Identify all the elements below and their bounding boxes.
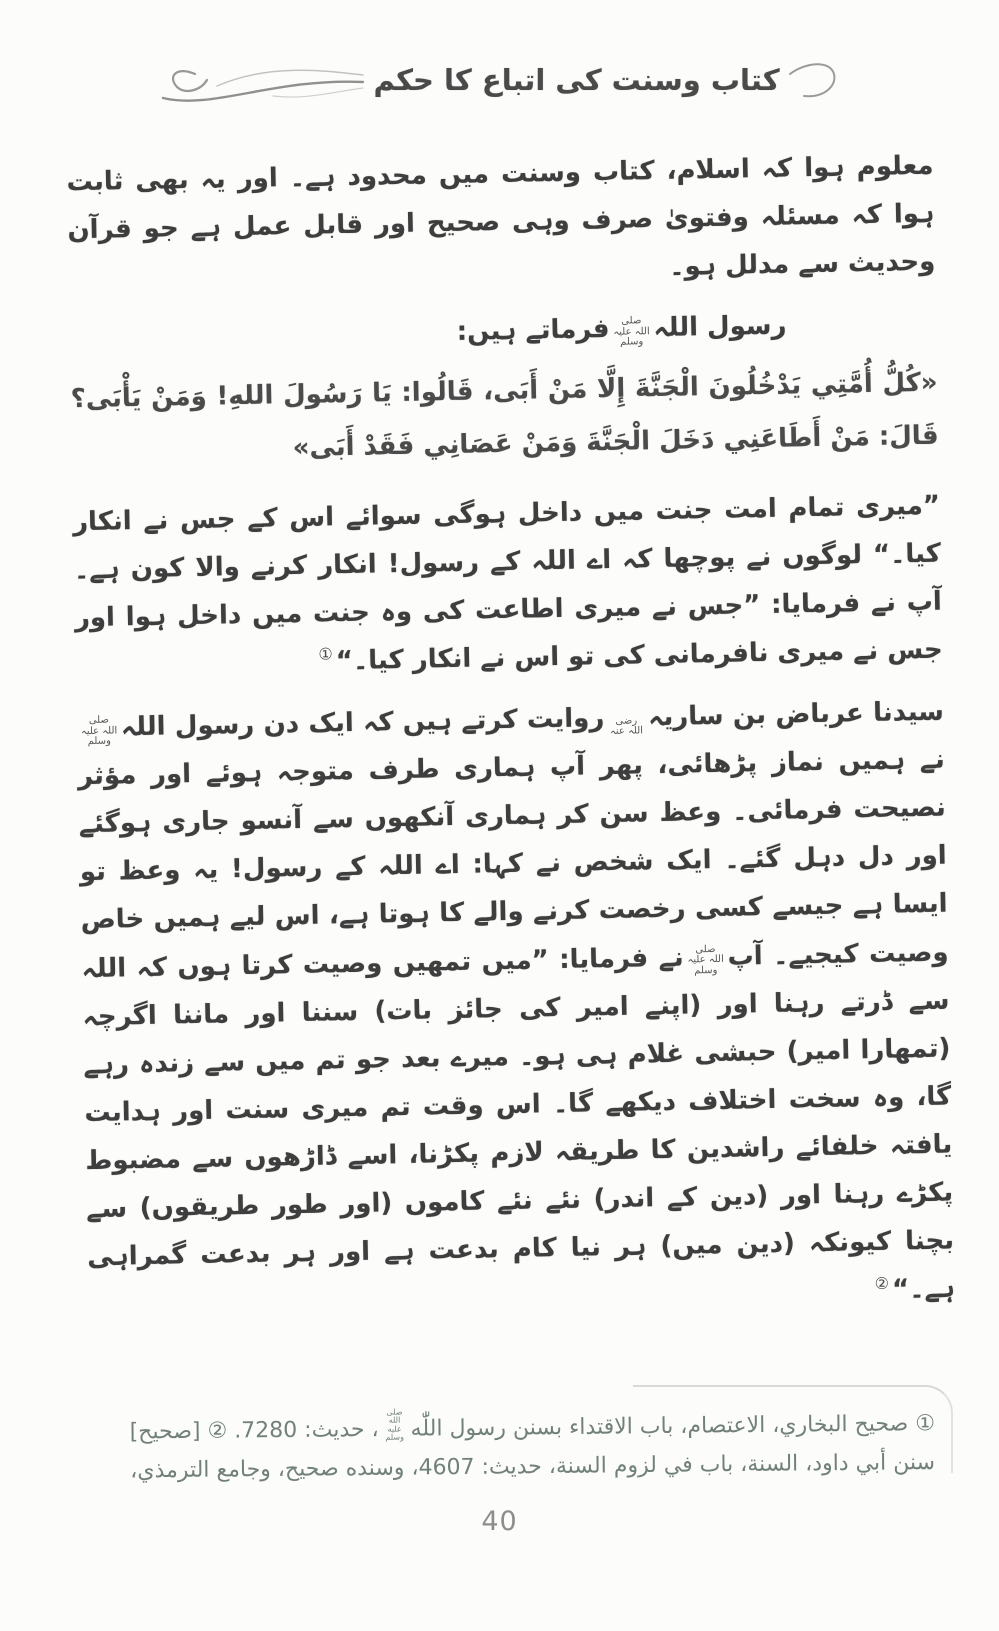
hadith-intro-post: فرماتے ہیں: <box>456 314 610 348</box>
narration-paragraph <box>77 688 956 1330</box>
sallallahu-alayhi-wasallam-mark: صلی اللہ علیہ وسلم <box>613 315 650 348</box>
hadith-arabic-text: «كُلُّ أُمَّتِي يَدْخُلُونَ الْجَنَّةَ إِلَّا مَنْ أَبَى، قَالُوا: يَا رَسُولَ اللهِ! وَمَنْ يَأْبَى؟ قَالَ: مَنْ أَطَاعَنِي دَخَلَ الْجَنَّةَ وَمَنْ عَصَانِي فَقَدْ أَبَى» <box>70 367 939 464</box>
intro-paragraph: معلوم ہوا کہ اسلام، کتاب وسنت میں محدود ہے۔ اور یہ بھی ثابت ہوا کہ مسئلہ وفتویٰ صرف وہی صحیح اور قابل عمل ہے جو قرآن وحدیث سے مدلل ہو۔ <box>66 150 936 282</box>
footnote-line-2: سنن أبي داود، السنة، باب في لزوم السنة، حديث: 4607، وسنده صحيح، وجامع الترمذي، <box>130 1450 936 1484</box>
footnote-reference-2: ② <box>874 1273 890 1293</box>
flourish-right-ornament <box>786 44 844 116</box>
sallallahu-alayhi-wasallam-mark: صلی اللہ علیہ وسلم <box>80 714 118 748</box>
radiallahu-anhu-mark: رضی اللہ عنہ <box>609 715 644 738</box>
hadith-translation-text: ”میری تمام امت جنت میں داخل ہوگی سوائے اس کے جس نے انکار کیا۔“ لوگوں نے پوچھا کہ اے اللہ کے رسول! انکار کرنے والا کون ہے۔ آپ نے فرمایا: ”جس نے میری اطاعت کی وہ جنت میں داخل ہوا اور جس نے میری نافرمانی کی تو اس نے انکار کیا۔“ <box>72 490 943 677</box>
narration-part-4: نے فرمایا: ”میں تمھیں وصیت کرتا ہوں کہ اللہ سے ڈرتے رہنا اور (اپنے امیر کی جائز بات) سننا اور ماننا اگرچہ (تمھارا امیر) حبشی غلام ہی ہو۔ میرے بعد جو تم میں سے زندہ رہے گا، وہ سخت اختلاف دیکھے گا۔ اس وقت تم میری سنت اور ہدایت یافتہ خلفائے راشدین کا طریقہ لازم پکڑنا، اسے ڈاڑھوں سے مضبوط پکڑے رہنا اور (دین کے اندر) نئے نئے کاموں (اور طور طریقوں) سے بچنا کیونکہ (دین میں) ہر نیا کام بدعت ہے اور ہر بدعت گمراہی ہے۔“ <box>81 942 956 1305</box>
sallallahu-alayhi-wasallam-mark: صلى الله عليه وسلم <box>385 1407 405 1442</box>
footnote-reference-1: ① <box>318 644 333 664</box>
footnote-1-text: ① صحيح البخاري، الاعتصام، باب الاقتداء بسنن رسول اللّٰه <box>410 1410 936 1442</box>
footnotes-section <box>64 1403 935 1483</box>
chapter-header <box>155 44 843 116</box>
page-body <box>66 142 956 1344</box>
narration-part-2: روایت کرتے ہیں کہ ایک دن رسول اللہ <box>120 703 605 743</box>
footnote-2-start-text: ، حديث: 7280. ② [صحيح] <box>129 1416 379 1445</box>
chapter-title: کتاب وسنت کی اتباع کا حکم <box>373 63 780 97</box>
sallallahu-alayhi-wasallam-mark: صلی اللہ علیہ وسلم <box>687 943 724 976</box>
narration-part-1: سیدنا عرباض بن ساریہ <box>647 696 945 733</box>
hadith-intro-pre: رسول اللہ <box>653 310 787 344</box>
flourish-left-ornament <box>155 44 367 116</box>
hadith-intro-line <box>69 303 787 364</box>
hadith-translation-paragraph <box>73 481 944 690</box>
narration-part-3: نے ہمیں نماز پڑھائی، پھر آپ ہماری طرف متوجہ ہوئے اور مؤثر نصیحت فرمائی۔ وعظ سن کر ہماری آنکھوں سے آنسو جاری ہوگئے اور دل دہل گئے۔ ایک شخص نے کہا: اے اللہ کے رسول! یہ وعظ تو ایسا ہے جیسے کسی رخصت کرنے والے کا ہوتا ہے، اس لیے ہمیں خاص وصیت کیجیے۔ آپ <box>77 744 949 972</box>
page-number: 40 <box>481 1506 518 1537</box>
